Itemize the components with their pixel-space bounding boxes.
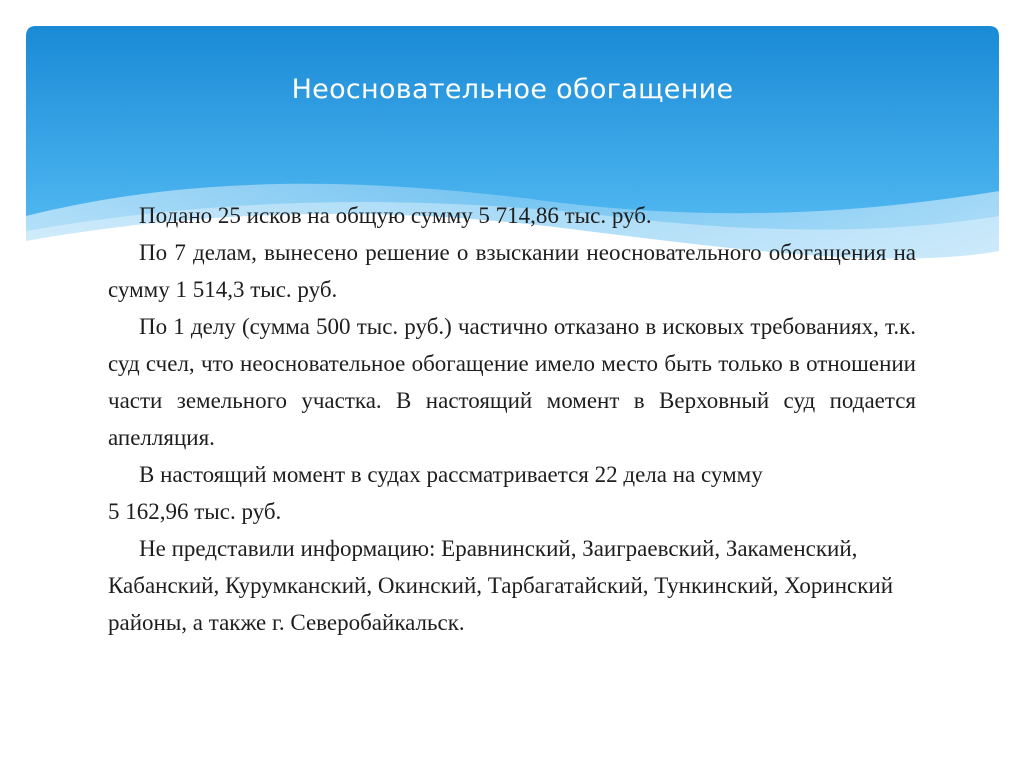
paragraph-pending-amount: 5 162,96 тыс. руб. [108,499,282,524]
paragraph-pending-cases: В настоящий момент в судах рассматривается 22 дела на сумму [139,462,763,487]
paragraph-partial-refusal: По 1 делу (сумма 500 тыс. руб.) частично отказано в исковых требованиях, т.к. суд счел, что неосновательное обогащение имело место быть только в отношении части земельного участка. В настоящий момент в Верховный суд подается апелляция. [108,314,916,450]
slide-body [108,197,916,641]
paragraph-no-information: Не представили информацию: Еравнинский, Заиграевский, Закаменский, Кабанский, Курумканский, Окинский, Тарбагатайский, Тункинский, Хоринский районы, а также г. Северобайкальск. [108,536,894,635]
paragraph-claims-filed: Подано 25 исков на общую сумму 5 714,86 тыс. руб. [139,203,652,228]
paragraph-decisions: По 7 делам, вынесено решение о взыскании неосновательного обогащения на сумму 1 514,3 тыс. руб. [108,240,916,302]
slide-title: Неосновательное обогащение [291,74,734,105]
